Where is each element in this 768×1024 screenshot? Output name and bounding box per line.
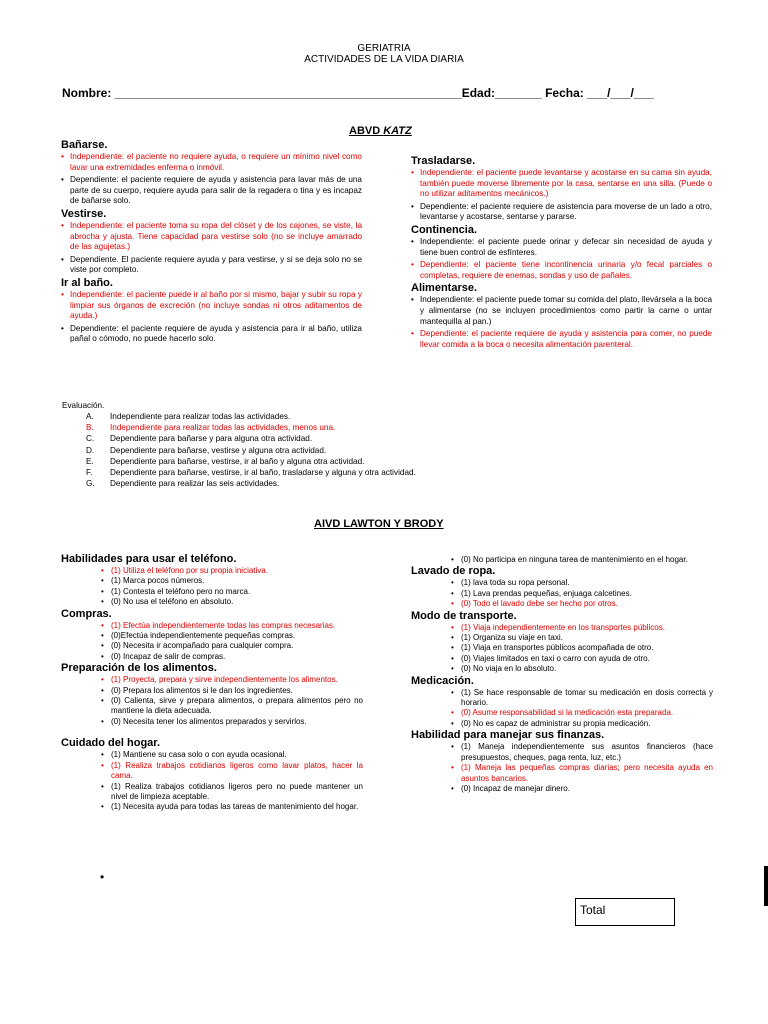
list-item: • Independiente: el paciente puede tomar su comida del plato, llevársela a la boca y alimentarse (no se incluyen procedimientos como partir la carne o untar mantequilla al pan.) <box>411 295 712 326</box>
list-item: • (1) Realiza trabajos cotidianos ligeros pero no puede mantener un nivel de limpieza aceptable. <box>101 781 363 801</box>
list-item: • (1) lava toda su ropa personal. <box>451 578 570 588</box>
list-item: • (1) Mantiene su casa solo o con ayuda ocasional. <box>101 750 287 760</box>
list-item: • (1) Maneja las pequeñas compras diarias; pero necesita ayuda en asuntos bancarios. <box>451 763 713 783</box>
evaluacion-label: Evaluación. <box>62 401 105 410</box>
list-item: • (1) Lava prendas pequeñas, enjuaga calcetines. <box>451 588 632 598</box>
category-telefono: Habilidades para usar el teléfono. <box>61 553 237 565</box>
edge-mark <box>764 866 768 906</box>
evaluacion-list <box>86 411 416 489</box>
category-finanzas: Habilidad para manejar sus finanzas. <box>411 729 605 742</box>
list-item: • (1) Proyecta, prepara y sirve independientemente los alimentos. <box>101 675 338 685</box>
category-trasladarse: Trasladarse. <box>411 155 476 167</box>
list-item: • (0) Asume responsabilidad si la medicación esta preparada. <box>451 708 674 718</box>
evaluacion-row: F. Dependiente para bañarse, vestirse, ir al baño, trasladarse y alguna y otra actividad. <box>86 468 416 478</box>
category-vestirse: Vestirse. <box>61 207 107 220</box>
aivd-title: AIVD LAWTON Y BRODY <box>314 518 444 530</box>
aivd-right-column <box>411 555 713 794</box>
list-item: • Independiente: el paciente puede levantarse y acostarse en su cama sin ayuda, también puede moverse libremente por la casa, sentarse en una silla. (Puede o no utilizar aditamentos mecánicos.) <box>411 168 712 199</box>
abvd-right-column <box>411 155 712 350</box>
list-item: • (1) Marca pocos números. <box>101 576 205 586</box>
doc-subject: GERIATRIA <box>357 43 411 54</box>
evaluacion-row: B. Independiente para realizar todas las actividades, menos una. <box>86 423 336 433</box>
list-item: • (1) Viaja en transportes públicos acompañada de otro. <box>451 643 654 653</box>
evaluacion-row: G. Dependiente para realizar las seis actividades. <box>86 479 280 489</box>
category-ir-al-bano: Ir al baño. <box>61 276 113 289</box>
list-item: • (1) Utiliza el teléfono por su propia iniciativa. <box>101 566 268 575</box>
list-item: • (1) Efectúa independientemente todas las compras necesarias. <box>101 620 336 630</box>
category-medicacion: Medicación. <box>411 674 474 687</box>
evaluacion-row: E. Dependiente para bañarse, vestirse, ir al baño y alguna otra actividad. <box>86 456 365 466</box>
list-item: • (0) Incapaz de salir de compras. <box>101 651 226 661</box>
list-item: • (0) No viaja en lo absoluto. <box>451 664 557 674</box>
aivd-left-column <box>61 553 363 813</box>
category-preparacion-alimentos: Preparación de los alimentos. <box>61 662 217 675</box>
list-item: • (0) Incapaz de manejar dinero. <box>451 783 570 793</box>
list-item: • (1) Se hace responsable de tomar su medicación en dosis correcta y horario. <box>451 687 713 708</box>
abvd-title-katz: KATZ <box>383 125 412 137</box>
evaluacion-row: C. Dependiente para bañarse y para alguna otra actividad. <box>86 434 313 444</box>
list-item: • Dependiente: el paciente requiere de asistencia para moverse de un lado a otro, levantarse y acostarse, sentarse y pararse. <box>411 201 712 222</box>
list-item: • (0) Necesita ir acompañado para cualquier compra. <box>101 641 294 651</box>
list-item: • (1) Viaja independientemente en los transportes públicos. <box>451 622 665 632</box>
list-item: • (1) Organiza su viaje en taxi. <box>451 633 563 643</box>
category-banarse: Bañarse. <box>61 139 108 151</box>
list-item: • Dependiente: el paciente tiene incontinencia urinaria y/o fecal parciales o completas, requiere de enemas, sondas y uso de pañales. <box>411 260 712 280</box>
nombre-edad-fecha-line: Nombre: ____________________________________________________Edad:_______ Fecha: ___/___/___ <box>62 86 654 100</box>
list-item: • (0) Necesita tener los alimentos preparados y servirlos. <box>101 716 307 726</box>
abvd-title <box>349 125 412 137</box>
list-item: • Independiente: el paciente no requiere ayuda, o requiere un mínimo nivel como lavar una extremidades enferma o inmóvil. <box>61 152 362 172</box>
list-item: • (1) Necesita ayuda para todas las tareas de mantenimiento del hogar. <box>101 802 359 812</box>
empty-bullet: • <box>100 870 105 884</box>
list-item: • (0) No es capaz de administrar su propia medicación. <box>451 718 651 728</box>
list-item: • Independiente: el paciente puede orinar y defecar sin necesidad de ayuda y tiene buen control de esfínteres. <box>411 236 712 257</box>
list-item: • (0)Efectúa independientemente pequeñas compras. <box>101 631 296 641</box>
list-item: • Independiente: el paciente puede ir al baño por si mismo, bajar y subir su ropa y limpiar sus órganos de excreción (no incluye sondas ni otros aditamentos de ayuda.) <box>61 289 362 321</box>
category-continencia: Continencia. <box>411 223 478 236</box>
total-label: Total <box>580 903 606 917</box>
list-item: • (0) No participa en ninguna tarea de mantenimiento en el hogar. <box>451 555 688 564</box>
list-item: • (1) Maneja independientemente sus asuntos financieros (hace presupuestos, cheques, paga renta, luz, etc.) <box>451 742 713 762</box>
category-cuidado-hogar: Cuidado del hogar. <box>61 737 161 750</box>
evaluacion-row: A. Independiente para realizar todas las actividades. <box>86 412 291 421</box>
list-item: • (0) No usa el teléfono en absoluto. <box>101 597 234 607</box>
doc-title: ACTIVIDADES DE LA VIDA DIARIA <box>304 54 464 65</box>
abvd-left-column <box>61 139 362 345</box>
list-item: • Independiente: el paciente toma su ropa del clóset y de los cajones, se viste, la abrocha y ajusta. Tiene capacidad para vestirse solo (no se incluye amarrado de las agujetas.) <box>61 220 362 252</box>
category-alimentarse: Alimentarse. <box>411 282 478 295</box>
list-item: • (0) Prepara los alimentos si le dan los ingredientes. <box>101 685 293 695</box>
total-box[interactable] <box>575 898 675 926</box>
list-item: • (0) Viajes limitados en taxi o carro con ayuda de otro. <box>451 653 650 663</box>
list-item: • Dependiente: el paciente requiere de ayuda y asistencia para comer, no puede llevar comida a la boca o necesita alimentación parenteral. <box>411 329 712 349</box>
category-lavado-ropa: Lavado de ropa. <box>411 565 496 578</box>
list-item: • (1) Realiza trabajos cotidianos ligeros como lavar platos, hacer la cama. <box>101 760 363 781</box>
category-compras: Compras. <box>61 607 112 620</box>
list-item: • (0) Todo el lavado debe ser hecho por otros. <box>451 599 618 609</box>
list-item: • (1) Contesta el teléfono pero no marca. <box>101 586 251 596</box>
category-modo-transporte: Modo de transporte. <box>411 609 517 622</box>
list-item: • Dependiente: el paciente requiere de ayuda y asistencia para ir al baño, utiliza pañal o cómodo, no puede hacerlo solo. <box>61 323 362 344</box>
list-item: • (0) Calienta, sirve y prepara alimentos, o prepara alimentos pero no mantiene la dieta adecuada. <box>101 696 363 716</box>
list-item: • Dependiente. El paciente requiere ayuda y para vestirse, y si se deja solo no se viste por completo. <box>61 254 362 275</box>
abvd-title-prefix: ABVD <box>349 125 384 137</box>
evaluacion-row: D. Dependiente para bañarse, vestirse y alguna otra actividad. <box>86 445 327 455</box>
list-item: • Dependiente: el paciente requiere de ayuda y asistencia para lavar más de una parte de su cuerpo, requiere ayuda para salir de la regadera o tina y es incapaz de bañarse solo. <box>61 175 362 206</box>
